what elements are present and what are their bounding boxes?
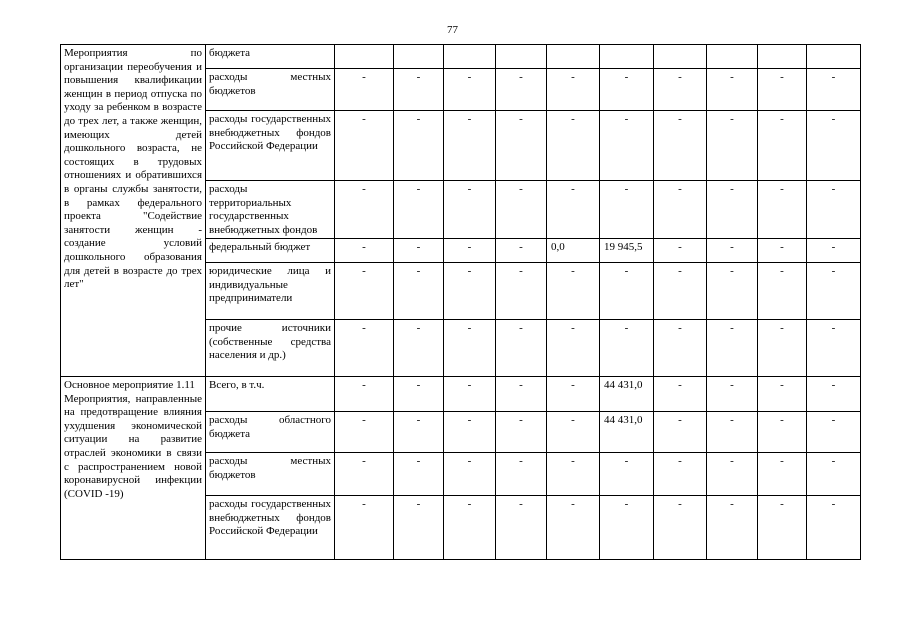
value-cell: - bbox=[335, 239, 394, 263]
value-cell: - bbox=[394, 181, 444, 239]
value-cell: - bbox=[547, 111, 600, 181]
value-cell: - bbox=[335, 263, 394, 320]
value-cell: - bbox=[496, 496, 547, 560]
value-cell: - bbox=[496, 412, 547, 453]
value-cell bbox=[335, 45, 394, 69]
value-cell: - bbox=[496, 377, 547, 412]
value-cell: - bbox=[444, 111, 496, 181]
value-cell: - bbox=[335, 111, 394, 181]
value-cell: - bbox=[807, 69, 861, 111]
value-cell bbox=[547, 45, 600, 69]
value-cell: - bbox=[600, 111, 654, 181]
funding-source-cell: расходы областного бюджета bbox=[206, 412, 335, 453]
value-cell: - bbox=[758, 412, 807, 453]
value-cell: - bbox=[600, 263, 654, 320]
value-cell: - bbox=[394, 496, 444, 560]
value-cell: - bbox=[654, 453, 707, 496]
measure-description: Мероприятия по организации переобучения и повышения квалификации женщин в период отпуска по уходу за ребенком в возрасте до трех лет, а также женщин, имеющих детей дошкольного возраста, не состоящих в трудовых отношениях и обратившихся в органы службы занятости, в рамках федерального проекта "Содействие занятости женщин - создание условий дошкольного образования для детей в возрасте до трех лет" bbox=[64, 47, 202, 291]
value-cell bbox=[758, 45, 807, 69]
value-cell: - bbox=[444, 453, 496, 496]
value-cell: - bbox=[758, 69, 807, 111]
value-cell: - bbox=[707, 263, 758, 320]
value-cell: - bbox=[496, 239, 547, 263]
funding-source-cell: расходы государственных внебюджетных фондов Российской Федерации bbox=[206, 111, 335, 181]
value-cell: - bbox=[654, 111, 707, 181]
funding-source-cell: Всего, в т.ч. bbox=[206, 377, 335, 412]
value-cell: - bbox=[758, 263, 807, 320]
value-cell: - bbox=[335, 412, 394, 453]
value-cell: - bbox=[654, 412, 707, 453]
value-cell: - bbox=[758, 320, 807, 377]
value-cell: - bbox=[496, 320, 547, 377]
value-cell: - bbox=[444, 263, 496, 320]
value-cell: - bbox=[654, 263, 707, 320]
value-cell: - bbox=[444, 320, 496, 377]
value-cell: - bbox=[654, 239, 707, 263]
value-cell: 0,0 bbox=[547, 239, 600, 263]
value-cell: - bbox=[547, 181, 600, 239]
value-cell: - bbox=[547, 69, 600, 111]
value-cell: - bbox=[335, 377, 394, 412]
value-cell: - bbox=[496, 181, 547, 239]
value-cell: - bbox=[444, 181, 496, 239]
value-cell: - bbox=[335, 181, 394, 239]
value-cell: - bbox=[758, 111, 807, 181]
value-cell: - bbox=[707, 453, 758, 496]
value-cell: - bbox=[707, 412, 758, 453]
value-cell: - bbox=[335, 496, 394, 560]
funding-source-cell: прочие источники (собственные средства населения и др.) bbox=[206, 320, 335, 377]
value-cell: - bbox=[654, 377, 707, 412]
value-cell: - bbox=[444, 496, 496, 560]
value-cell: - bbox=[654, 69, 707, 111]
value-cell: - bbox=[394, 239, 444, 263]
value-cell bbox=[496, 45, 547, 69]
value-cell: - bbox=[394, 412, 444, 453]
value-cell bbox=[807, 45, 861, 69]
value-cell: - bbox=[547, 320, 600, 377]
value-cell: - bbox=[807, 453, 861, 496]
value-cell: - bbox=[807, 377, 861, 412]
value-cell: - bbox=[758, 453, 807, 496]
value-cell: - bbox=[654, 181, 707, 239]
value-cell: - bbox=[707, 239, 758, 263]
value-cell: - bbox=[547, 453, 600, 496]
value-cell: - bbox=[707, 111, 758, 181]
value-cell: 44 431,0 bbox=[600, 412, 654, 453]
value-cell: - bbox=[807, 412, 861, 453]
funding-source-cell: расходы местных бюджетов bbox=[206, 453, 335, 496]
measure-description-cell bbox=[61, 377, 206, 560]
table-row bbox=[61, 45, 861, 69]
value-cell: - bbox=[496, 263, 547, 320]
funding-source-cell: бюджета bbox=[206, 45, 335, 69]
funding-source-cell: расходы государственных внебюджетных фондов Российской Федерации bbox=[206, 496, 335, 560]
value-cell: - bbox=[758, 239, 807, 263]
value-cell: - bbox=[394, 453, 444, 496]
value-cell: - bbox=[394, 377, 444, 412]
value-cell: - bbox=[600, 496, 654, 560]
value-cell: - bbox=[547, 496, 600, 560]
value-cell: - bbox=[758, 496, 807, 560]
value-cell: - bbox=[707, 181, 758, 239]
funding-source-cell: расходы территориальных государственных внебюджетных фондов bbox=[206, 181, 335, 239]
value-cell: - bbox=[600, 320, 654, 377]
value-cell: - bbox=[807, 263, 861, 320]
value-cell: - bbox=[758, 181, 807, 239]
value-cell: - bbox=[547, 263, 600, 320]
value-cell bbox=[600, 45, 654, 69]
value-cell: 19 945,5 bbox=[600, 239, 654, 263]
value-cell: - bbox=[444, 69, 496, 111]
value-cell: - bbox=[600, 181, 654, 239]
value-cell: - bbox=[600, 69, 654, 111]
measure-title: Основное мероприятие 1.11 bbox=[64, 379, 195, 391]
value-cell: - bbox=[707, 377, 758, 412]
value-cell: - bbox=[807, 320, 861, 377]
measure-description: Мероприятия, направленные на предотвращение влияния ухудшения экономической ситуации на развитие отраслей экономики в связи с распространением новой коронавирусной инфекции (COVID -19) bbox=[64, 392, 202, 500]
funding-source-cell: федеральный бюджет bbox=[206, 239, 335, 263]
value-cell bbox=[444, 45, 496, 69]
value-cell: - bbox=[496, 69, 547, 111]
value-cell: - bbox=[807, 239, 861, 263]
value-cell: - bbox=[807, 181, 861, 239]
page-number: 77 bbox=[447, 24, 458, 36]
value-cell: - bbox=[707, 69, 758, 111]
table-row bbox=[61, 377, 861, 412]
value-cell: - bbox=[335, 69, 394, 111]
value-cell: - bbox=[394, 69, 444, 111]
value-cell: - bbox=[807, 111, 861, 181]
value-cell: - bbox=[444, 377, 496, 412]
value-cell: - bbox=[444, 412, 496, 453]
value-cell: - bbox=[807, 496, 861, 560]
value-cell: - bbox=[335, 320, 394, 377]
value-cell: - bbox=[394, 111, 444, 181]
funding-source-cell: юридические лица и индивидуальные предприниматели bbox=[206, 263, 335, 320]
value-cell: - bbox=[758, 377, 807, 412]
value-cell: - bbox=[394, 320, 444, 377]
measure-description-cell bbox=[61, 45, 206, 377]
value-cell: - bbox=[496, 111, 547, 181]
value-cell: - bbox=[394, 263, 444, 320]
value-cell: - bbox=[707, 496, 758, 560]
budget-table bbox=[60, 44, 861, 560]
value-cell: - bbox=[335, 453, 394, 496]
value-cell: - bbox=[444, 239, 496, 263]
value-cell bbox=[654, 45, 707, 69]
value-cell bbox=[394, 45, 444, 69]
value-cell: - bbox=[654, 496, 707, 560]
value-cell bbox=[707, 45, 758, 69]
value-cell: - bbox=[654, 320, 707, 377]
value-cell: - bbox=[707, 320, 758, 377]
value-cell: - bbox=[496, 453, 547, 496]
funding-source-cell: расходы местных бюджетов bbox=[206, 69, 335, 111]
value-cell: - bbox=[547, 412, 600, 453]
value-cell: 44 431,0 bbox=[600, 377, 654, 412]
value-cell: - bbox=[600, 453, 654, 496]
value-cell: - bbox=[547, 377, 600, 412]
